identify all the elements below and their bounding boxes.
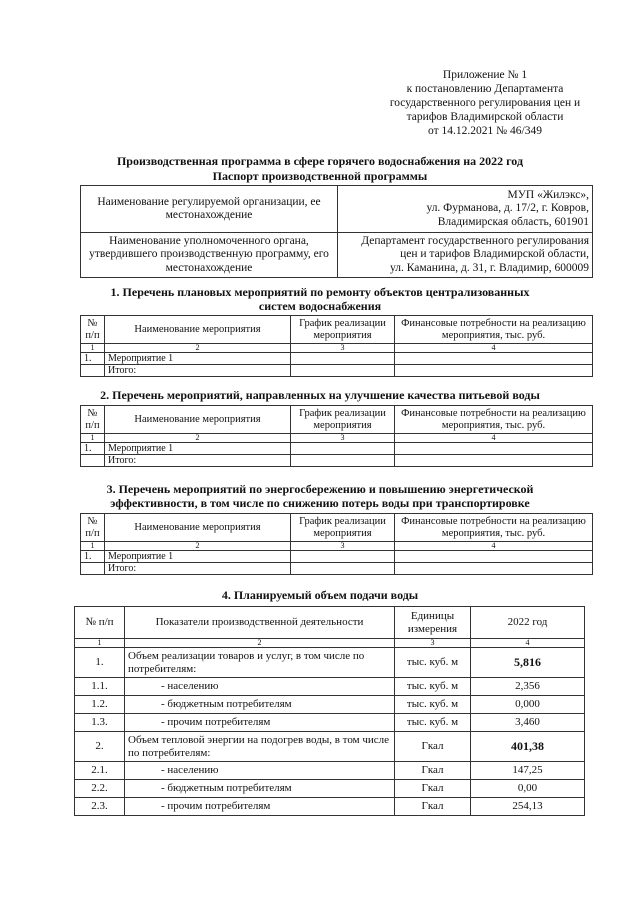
empty-cell bbox=[81, 455, 105, 467]
value-cell: 401,38 bbox=[471, 732, 585, 762]
value-cell: 2,356 bbox=[471, 678, 585, 696]
column-number: 1 bbox=[81, 434, 105, 443]
finance-cell bbox=[395, 455, 593, 467]
total-label: Итого: bbox=[105, 455, 291, 467]
section-1-title: 1. Перечень плановых мероприятий по ремонту объектов централизованных bbox=[110, 285, 530, 299]
column-number: 2 bbox=[105, 344, 291, 353]
unit-cell: Гкал bbox=[395, 798, 471, 816]
table-row bbox=[75, 648, 585, 678]
total-row bbox=[81, 365, 593, 377]
section-3-title: 3. Перечень мероприятий по энергосбережению и повышению энергетической bbox=[106, 482, 534, 496]
event-name: Мероприятие 1 bbox=[105, 353, 291, 365]
indicator-name: - бюджетным потребителям bbox=[125, 780, 395, 798]
schedule-cell bbox=[291, 443, 395, 455]
table-row bbox=[75, 714, 585, 732]
column-number-row bbox=[81, 542, 593, 551]
section-2-table bbox=[80, 405, 593, 467]
finance-cell bbox=[395, 563, 593, 575]
row-number: 1. bbox=[75, 648, 125, 678]
finance-cell bbox=[395, 365, 593, 377]
passport-value-line: МУП «Жилэкс», bbox=[507, 188, 589, 201]
table-header-row bbox=[75, 607, 585, 639]
col-finance-header: Финансовые потребности на реализацию мероприятия, тыс. руб. bbox=[395, 514, 593, 542]
row-number: 2.2. bbox=[75, 780, 125, 798]
col-year-header: 2022 год bbox=[471, 607, 585, 639]
passport-value-line: Владимирская область, 601901 bbox=[437, 215, 589, 228]
event-name: Мероприятие 1 bbox=[105, 551, 291, 563]
col-finance-header: Финансовые потребности на реализацию мероприятия, тыс. руб. bbox=[395, 316, 593, 344]
value-cell: 254,13 bbox=[471, 798, 585, 816]
value-cell: 147,25 bbox=[471, 762, 585, 780]
table-row bbox=[75, 678, 585, 696]
appendix-line: от 14.12.2021 № 46/349 bbox=[428, 125, 542, 137]
column-number-row bbox=[81, 344, 593, 353]
value-cell: 0,00 bbox=[471, 780, 585, 798]
row-number: 1.1. bbox=[75, 678, 125, 696]
passport-value bbox=[338, 186, 593, 233]
appendix-line: к постановлению Департамента bbox=[406, 83, 564, 95]
column-number: 4 bbox=[395, 542, 593, 551]
col-schedule-header: График реализации мероприятия bbox=[291, 316, 395, 344]
table-row bbox=[81, 443, 593, 455]
empty-cell bbox=[81, 365, 105, 377]
passport-table bbox=[80, 185, 593, 278]
indicator-name: Объем реализации товаров и услуг, в том числе по потребителям: bbox=[125, 648, 395, 678]
finance-cell bbox=[395, 443, 593, 455]
col-num-header: № п/п bbox=[81, 514, 105, 542]
column-number: 3 bbox=[291, 344, 395, 353]
value-cell: 3,460 bbox=[471, 714, 585, 732]
volume-table bbox=[74, 606, 585, 816]
passport-label: Наименование уполномоченного органа, утвердившего производственную программу, его местонахождение bbox=[81, 233, 338, 278]
row-number: 1. bbox=[81, 443, 105, 455]
value-cell: 5,816 bbox=[471, 648, 585, 678]
col-schedule-header: График реализации мероприятия bbox=[291, 514, 395, 542]
section-1-title-cont: систем водоснабжения bbox=[258, 299, 382, 313]
table-row bbox=[75, 762, 585, 780]
row-number: 2.1. bbox=[75, 762, 125, 780]
empty-cell bbox=[81, 563, 105, 575]
passport-row bbox=[81, 233, 593, 278]
unit-cell: Гкал bbox=[395, 762, 471, 780]
column-number: 2 bbox=[105, 542, 291, 551]
row-number: 2. bbox=[75, 732, 125, 762]
table-header-row bbox=[81, 514, 593, 542]
unit-cell: тыс. куб. м bbox=[395, 714, 471, 732]
section-1-table bbox=[80, 315, 593, 377]
total-label: Итого: bbox=[105, 563, 291, 575]
finance-cell bbox=[395, 551, 593, 563]
col-name-header: Наименование мероприятия bbox=[105, 514, 291, 542]
unit-cell: тыс. куб. м bbox=[395, 678, 471, 696]
section-2-title: 2. Перечень мероприятий, направленных на улучшение качества питьевой воды bbox=[100, 388, 540, 402]
indicator-name: - бюджетным потребителям bbox=[125, 696, 395, 714]
row-number: 1. bbox=[81, 551, 105, 563]
column-number-row bbox=[75, 639, 585, 648]
table-row bbox=[81, 551, 593, 563]
indicator-name: - прочим потребителям bbox=[125, 798, 395, 816]
unit-cell: Гкал bbox=[395, 780, 471, 798]
row-number: 1. bbox=[81, 353, 105, 365]
column-number: 3 bbox=[291, 434, 395, 443]
table-row bbox=[81, 353, 593, 365]
col-num-header: № п/п bbox=[81, 316, 105, 344]
finance-cell bbox=[395, 353, 593, 365]
passport-value bbox=[338, 233, 593, 278]
col-finance-header: Финансовые потребности на реализацию мероприятия, тыс. руб. bbox=[395, 406, 593, 434]
total-row bbox=[81, 455, 593, 467]
column-number: 2 bbox=[105, 434, 291, 443]
section-3-title-cont: эффективности, в том числе по снижению потерь воды при транспортировке bbox=[110, 496, 530, 510]
row-number: 2.3. bbox=[75, 798, 125, 816]
row-number: 1.3. bbox=[75, 714, 125, 732]
table-row bbox=[75, 732, 585, 762]
unit-cell: тыс. куб. м bbox=[395, 696, 471, 714]
section-3-table bbox=[80, 513, 593, 575]
schedule-cell bbox=[291, 353, 395, 365]
schedule-cell bbox=[291, 563, 395, 575]
col-schedule-header: График реализации мероприятия bbox=[291, 406, 395, 434]
value-cell: 0,000 bbox=[471, 696, 585, 714]
col-unit-header: Единицы измерения bbox=[395, 607, 471, 639]
indicator-name: - населению bbox=[125, 678, 395, 696]
unit-cell: тыс. куб. м bbox=[395, 648, 471, 678]
appendix-line: тарифов Владимирской области bbox=[406, 111, 564, 123]
schedule-cell bbox=[291, 365, 395, 377]
column-number: 1 bbox=[75, 639, 125, 648]
unit-cell: Гкал bbox=[395, 732, 471, 762]
col-num-header: № п/п bbox=[81, 406, 105, 434]
column-number: 3 bbox=[395, 639, 471, 648]
table-header-row bbox=[81, 316, 593, 344]
passport-title: Паспорт производственной программы bbox=[212, 169, 428, 183]
column-number-row bbox=[81, 434, 593, 443]
passport-value-line: ул. Фурманова, д. 17/2, г. Ковров, bbox=[426, 202, 589, 215]
indicator-name: - прочим потребителям bbox=[125, 714, 395, 732]
event-name: Мероприятие 1 bbox=[105, 443, 291, 455]
table-row bbox=[75, 798, 585, 816]
passport-value-line: цен и тарифов Владимирской области, bbox=[400, 248, 589, 261]
appendix-line: государственного регулирования цен и bbox=[389, 97, 581, 109]
passport-value-line: Департамент государственного регулирования bbox=[361, 234, 589, 247]
column-number: 1 bbox=[81, 542, 105, 551]
col-name-header: Наименование мероприятия bbox=[105, 316, 291, 344]
column-number: 2 bbox=[125, 639, 395, 648]
passport-value-line: ул. Каманина, д. 31, г. Владимир, 600009 bbox=[390, 261, 589, 274]
passport-label: Наименование регулируемой организации, ее местонахождение bbox=[81, 186, 338, 233]
table-header-row bbox=[81, 406, 593, 434]
col-num-header: № п/п bbox=[75, 607, 125, 639]
indicator-name: Объем тепловой энергии на подогрев воды, в том числе по потребителям: bbox=[125, 732, 395, 762]
document-title: Производственная программа в сфере горячего водоснабжения на 2022 год bbox=[116, 154, 524, 168]
col-indicator-header: Показатели производственной деятельности bbox=[125, 607, 395, 639]
table-row bbox=[75, 696, 585, 714]
col-name-header: Наименование мероприятия bbox=[105, 406, 291, 434]
total-row bbox=[81, 563, 593, 575]
column-number: 3 bbox=[291, 542, 395, 551]
schedule-cell bbox=[291, 455, 395, 467]
column-number: 4 bbox=[395, 344, 593, 353]
column-number: 4 bbox=[395, 434, 593, 443]
appendix-line: Приложение № 1 bbox=[442, 69, 528, 81]
indicator-name: - населению bbox=[125, 762, 395, 780]
row-number: 1.2. bbox=[75, 696, 125, 714]
section-4-title: 4. Планируемый объем подачи воды bbox=[221, 588, 419, 602]
passport-row bbox=[81, 186, 593, 233]
schedule-cell bbox=[291, 551, 395, 563]
table-row bbox=[75, 780, 585, 798]
total-label: Итого: bbox=[105, 365, 291, 377]
appendix-block bbox=[360, 68, 610, 138]
column-number: 1 bbox=[81, 344, 105, 353]
column-number: 4 bbox=[471, 639, 585, 648]
